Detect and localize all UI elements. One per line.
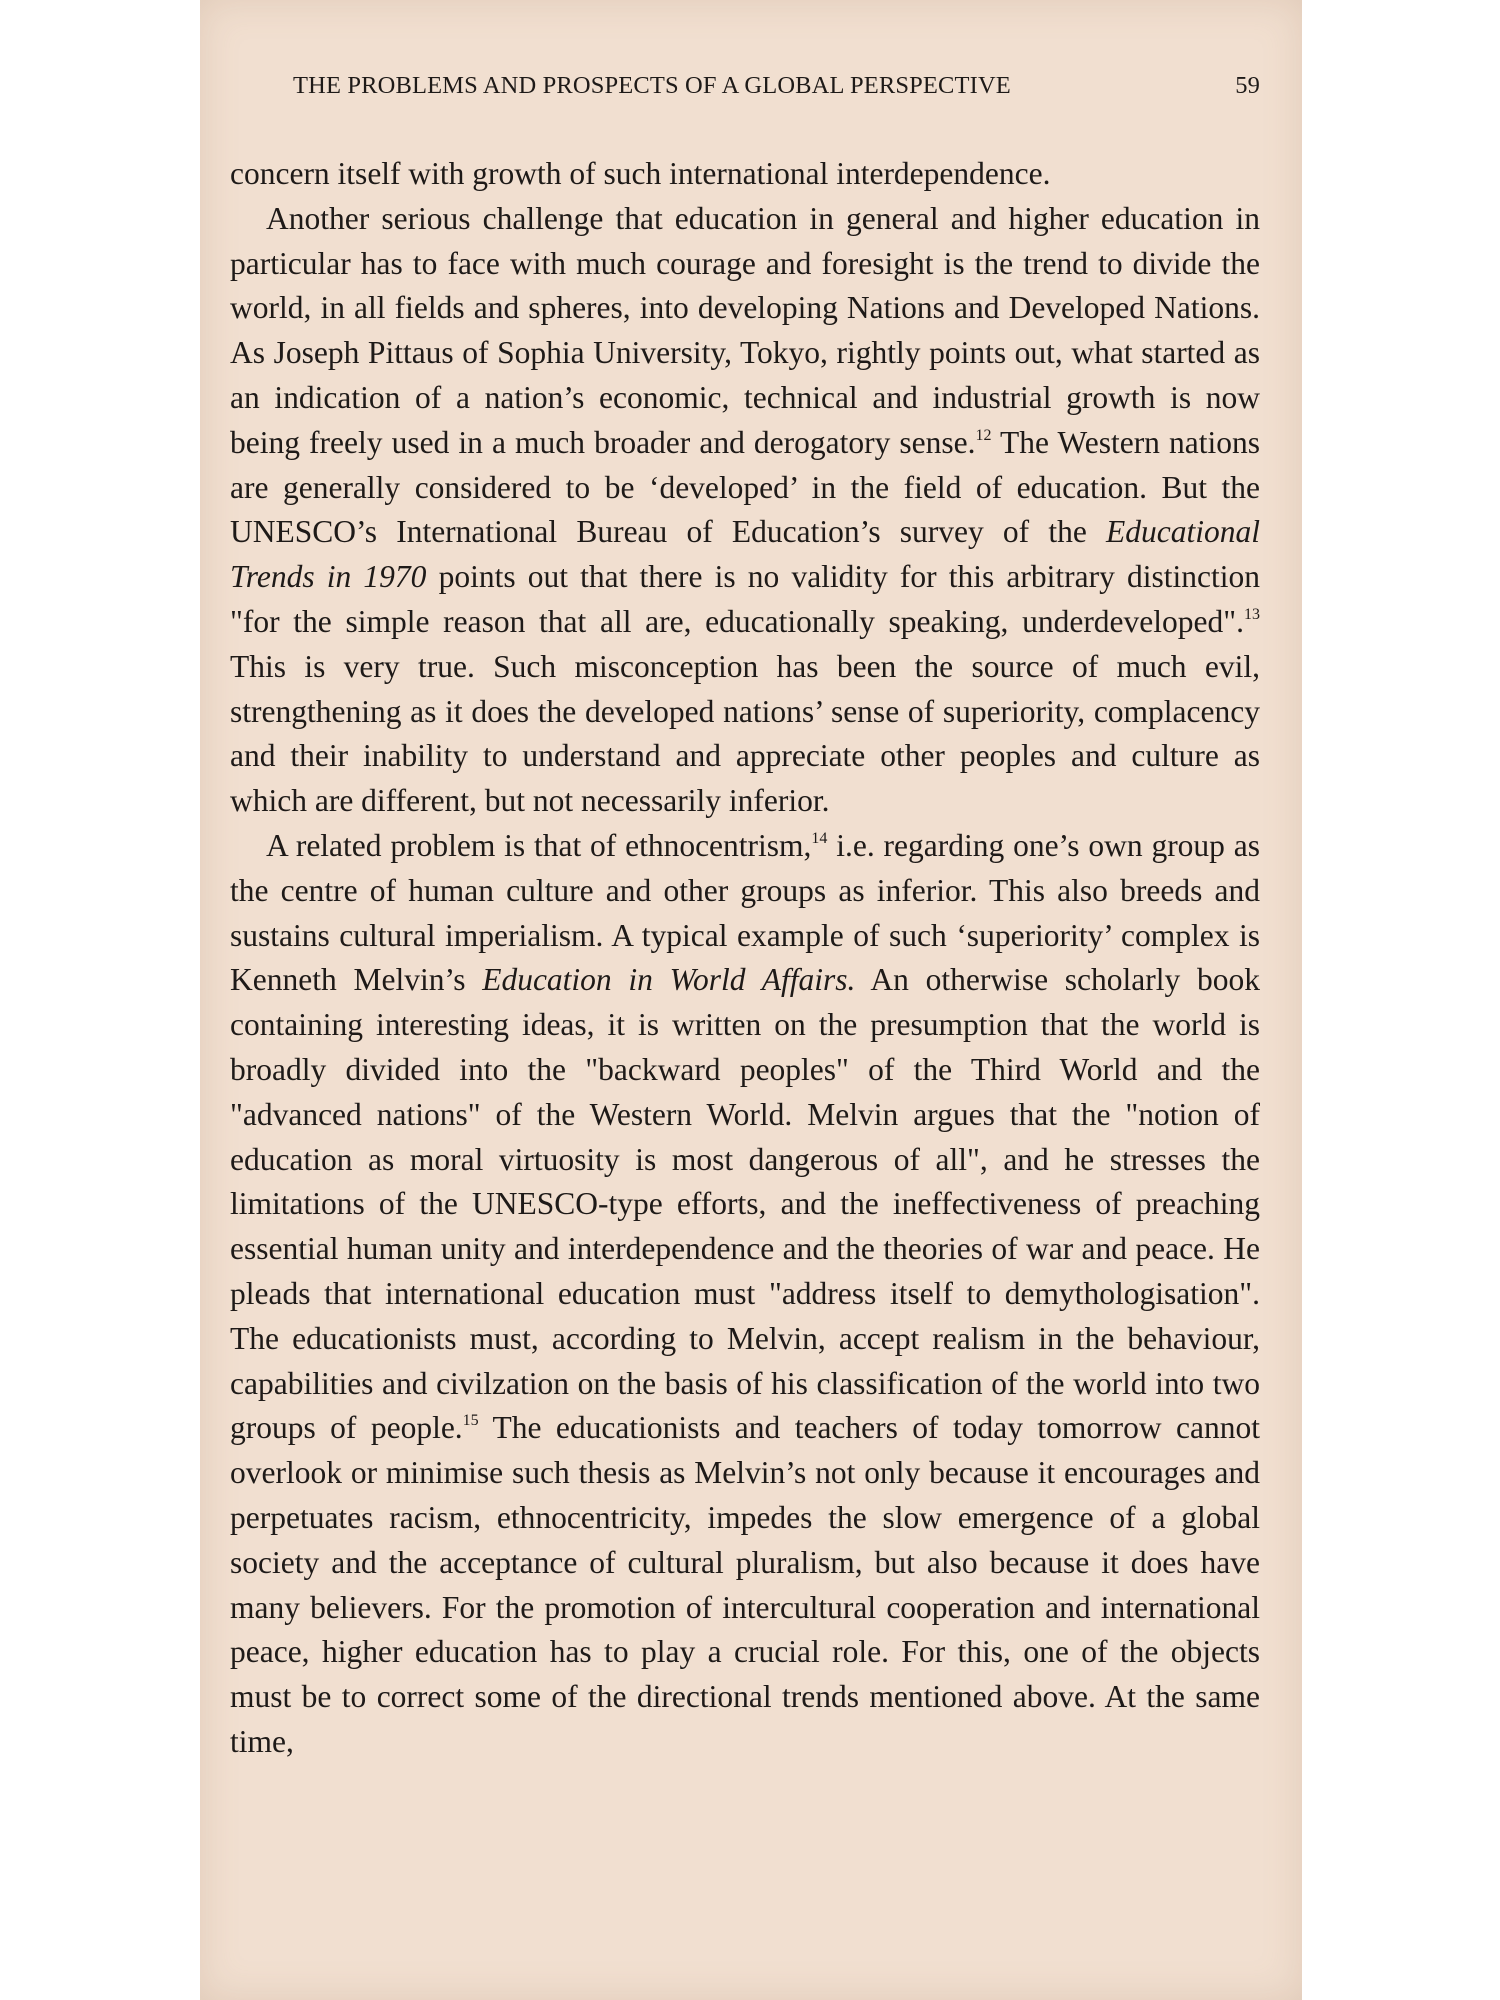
italic-title-educational-trends: Educational Trends in 1970	[230, 514, 1260, 595]
text-run: points out that there is no validity for this arbitrary distinction "for the simple reason that all are, educationally speaking, underdeveloped".	[230, 559, 1260, 639]
text-run: An otherwise scholarly book containing interesting ideas, it is written on the presumption that the world is broadly divided into the "backward peoples" of the Third World and the "advanced nations" of the Western World. Melvin argues that the "notion of education as moral virtuosity is most dangerous of all", and he stresses the limitations of the UNESCO-type efforts, and the ineffectiveness of preaching essential human unity and interdependence and the theories of war and peace. He pleads that international education must "address itself to demythologisation". The educationists must, according to Melvin, accept realism in the behaviour, capabilities and civilzation on the basis of his classification of the world into two groups of people.	[230, 962, 1261, 1446]
paragraph-continuation	[230, 152, 1260, 197]
text-run: The educationists and teachers of today tomorrow cannot overlook or minimise such thesis as Melvin’s not only because it encourages and perpetuates racism, ethnocentricity, impedes the slow emergence of a global society and the acceptance of cultural pluralism, but also because it does have many believers. For the promotion of intercultural cooperation and international peace, higher education has to play a crucial role. For this, one of the objects must be to correct some of the directional trends mentioned above. At the same time,	[230, 1410, 1260, 1759]
footnote-marker-13: 13	[1244, 605, 1260, 623]
text-run: Another serious challenge that education in general and higher education in particular has to face with much courage and foresight is the trend to divide the world, in all fields and spheres, into developing Nations and Developed Nations. As Joseph Pittaus of Sophia University, Tokyo, rightly points out, what started as an indication of a nation’s economic, technical and industrial growth is now being freely used in a much broader and derogatory sense.	[230, 200, 1260, 460]
paragraph-ethnocentrism	[230, 824, 1260, 1765]
page-number: 59	[1235, 72, 1260, 99]
text-run: This is very true. Such misconception has been the source of much evil, strengthening as it does the developed nations’ sense of superiority, complacency and their inability to understand and appreciate other peoples and culture as which are different, but not necessarily inferior.	[230, 648, 1260, 819]
text-run: A related problem is that of ethnocentrism,	[266, 827, 812, 863]
footnote-marker-12: 12	[975, 426, 992, 444]
footnote-marker-14: 14	[811, 829, 828, 847]
text-run: The Western nations are generally considered to be ‘developed’ in the field of education. But the UNESCO’s International Bureau of Education’s survey of the	[230, 424, 1261, 550]
paragraph-developing-nations	[230, 197, 1260, 824]
text-run: concern itself with growth of such international interdependence.	[230, 156, 1051, 191]
body-text	[230, 152, 1260, 1765]
text-run: i.e. regarding one’s own group as the centre of human culture and other groups as inferior. This also breeds and sustains cultural imperialism. A typical example of such ‘superiority’ complex is Kenneth Melvin’s	[230, 827, 1260, 998]
running-head-title: THE PROBLEMS AND PROSPECTS OF A GLOBAL PERSPECTIVE	[293, 72, 1011, 99]
italic-title-education-in-world-affairs: Education in World Affairs.	[482, 962, 856, 998]
running-head	[293, 72, 1260, 106]
book-page	[200, 0, 1302, 2000]
footnote-marker-15: 15	[462, 1412, 479, 1430]
